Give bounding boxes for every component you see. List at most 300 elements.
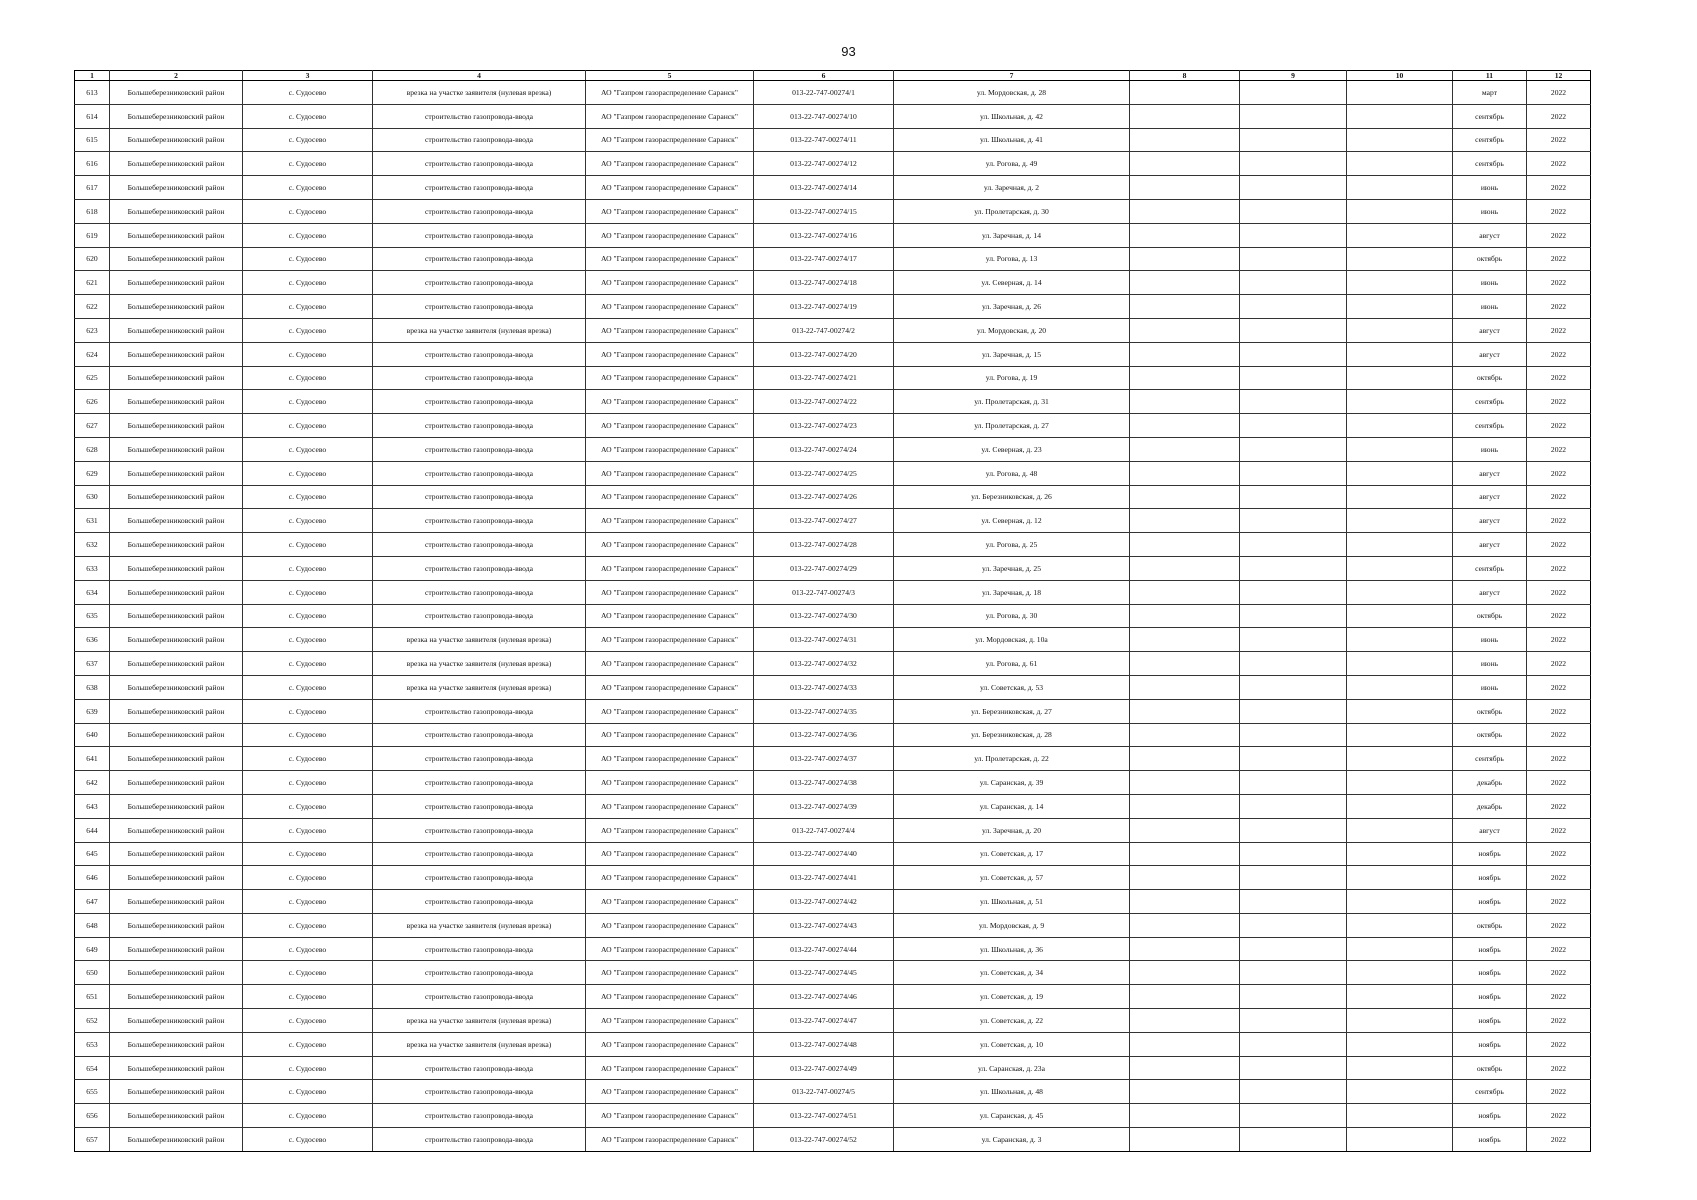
register-table	[74, 70, 1591, 1152]
cell-col-8	[1130, 295, 1240, 319]
cell-year: 2022	[1527, 1128, 1591, 1152]
cell-col-9	[1240, 152, 1347, 176]
cell-contract-number: 013-22-747-00274/30	[754, 604, 894, 628]
cell-col-9	[1240, 628, 1347, 652]
cell-district: Большеберезниковский район	[110, 318, 243, 342]
cell-col-8	[1130, 318, 1240, 342]
cell-col-10	[1347, 628, 1453, 652]
cell-organization: АО "Газпром газораспределение Саранск"	[586, 128, 754, 152]
table-row	[75, 747, 1591, 771]
cell-col-9	[1240, 842, 1347, 866]
cell-contract-number: 013-22-747-00274/49	[754, 1056, 894, 1080]
cell-work-type: врезка на участке заявителя (нулевая врезка)	[373, 652, 586, 676]
table-row	[75, 509, 1591, 533]
cell-work-type: строительство газопровода-ввода	[373, 199, 586, 223]
cell-month: ноябрь	[1453, 1032, 1527, 1056]
cell-organization: АО "Газпром газораспределение Саранск"	[586, 1080, 754, 1104]
cell-settlement: с. Судосево	[243, 818, 373, 842]
cell-organization: АО "Газпром газораспределение Саранск"	[586, 913, 754, 937]
cell-settlement: с. Судосево	[243, 199, 373, 223]
cell-address: ул. Школьная, д. 36	[894, 937, 1130, 961]
cell-year: 2022	[1527, 176, 1591, 200]
cell-month: август	[1453, 818, 1527, 842]
cell-col-10	[1347, 866, 1453, 890]
cell-col-9	[1240, 390, 1347, 414]
cell-contract-number: 013-22-747-00274/5	[754, 1080, 894, 1104]
cell-year: 2022	[1527, 866, 1591, 890]
cell-number: 651	[75, 985, 110, 1009]
cell-organization: АО "Газпром газораспределение Саранск"	[586, 437, 754, 461]
cell-district: Большеберезниковский район	[110, 461, 243, 485]
cell-col-8	[1130, 199, 1240, 223]
cell-contract-number: 013-22-747-00274/36	[754, 723, 894, 747]
cell-organization: АО "Газпром газораспределение Саранск"	[586, 818, 754, 842]
cell-organization: АО "Газпром газораспределение Саранск"	[586, 461, 754, 485]
cell-contract-number: 013-22-747-00274/33	[754, 675, 894, 699]
cell-year: 2022	[1527, 509, 1591, 533]
table-row	[75, 961, 1591, 985]
cell-district: Большеберезниковский район	[110, 152, 243, 176]
cell-district: Большеберезниковский район	[110, 890, 243, 914]
column-header-8: 8	[1130, 71, 1240, 81]
cell-work-type: врезка на участке заявителя (нулевая врезка)	[373, 1009, 586, 1033]
cell-district: Большеберезниковский район	[110, 199, 243, 223]
cell-district: Большеберезниковский район	[110, 771, 243, 795]
cell-organization: АО "Газпром газораспределение Саранск"	[586, 81, 754, 105]
cell-col-8	[1130, 223, 1240, 247]
cell-address: ул. Мордовская, д. 9	[894, 913, 1130, 937]
cell-col-8	[1130, 104, 1240, 128]
table-row	[75, 1009, 1591, 1033]
cell-col-8	[1130, 913, 1240, 937]
cell-number: 642	[75, 771, 110, 795]
cell-year: 2022	[1527, 1009, 1591, 1033]
cell-col-9	[1240, 81, 1347, 105]
cell-settlement: с. Судосево	[243, 176, 373, 200]
cell-col-8	[1130, 509, 1240, 533]
table-row	[75, 176, 1591, 200]
table-row	[75, 723, 1591, 747]
table-row	[75, 580, 1591, 604]
cell-contract-number: 013-22-747-00274/38	[754, 771, 894, 795]
cell-number: 657	[75, 1128, 110, 1152]
cell-col-10	[1347, 81, 1453, 105]
cell-work-type: строительство газопровода-ввода	[373, 604, 586, 628]
cell-district: Большеберезниковский район	[110, 509, 243, 533]
cell-organization: АО "Газпром газораспределение Саранск"	[586, 556, 754, 580]
cell-number: 655	[75, 1080, 110, 1104]
cell-organization: АО "Газпром газораспределение Саранск"	[586, 509, 754, 533]
cell-number: 638	[75, 675, 110, 699]
cell-district: Большеберезниковский район	[110, 818, 243, 842]
cell-number: 632	[75, 533, 110, 557]
cell-col-9	[1240, 890, 1347, 914]
cell-col-10	[1347, 937, 1453, 961]
cell-settlement: с. Судосево	[243, 271, 373, 295]
cell-col-10	[1347, 414, 1453, 438]
cell-col-8	[1130, 533, 1240, 557]
cell-contract-number: 013-22-747-00274/16	[754, 223, 894, 247]
cell-year: 2022	[1527, 818, 1591, 842]
cell-organization: АО "Газпром газораспределение Саранск"	[586, 366, 754, 390]
cell-district: Большеберезниковский район	[110, 342, 243, 366]
cell-col-9	[1240, 437, 1347, 461]
cell-number: 656	[75, 1104, 110, 1128]
cell-organization: АО "Газпром газораспределение Саранск"	[586, 580, 754, 604]
cell-month: октябрь	[1453, 1056, 1527, 1080]
cell-month: август	[1453, 461, 1527, 485]
cell-address: ул. Мордовская, д. 20	[894, 318, 1130, 342]
cell-address: ул. Березниковская, д. 26	[894, 485, 1130, 509]
cell-work-type: строительство газопровода-ввода	[373, 176, 586, 200]
cell-work-type: строительство газопровода-ввода	[373, 1128, 586, 1152]
cell-number: 620	[75, 247, 110, 271]
cell-district: Большеберезниковский район	[110, 223, 243, 247]
cell-number: 628	[75, 437, 110, 461]
cell-col-10	[1347, 556, 1453, 580]
cell-contract-number: 013-22-747-00274/19	[754, 295, 894, 319]
column-header-12: 12	[1527, 71, 1591, 81]
table-row	[75, 556, 1591, 580]
cell-contract-number: 013-22-747-00274/18	[754, 271, 894, 295]
cell-address: ул. Заречная, д. 18	[894, 580, 1130, 604]
cell-number: 646	[75, 866, 110, 890]
cell-work-type: строительство газопровода-ввода	[373, 414, 586, 438]
cell-month: ноябрь	[1453, 1009, 1527, 1033]
cell-year: 2022	[1527, 414, 1591, 438]
cell-address: ул. Заречная, д. 20	[894, 818, 1130, 842]
cell-col-9	[1240, 223, 1347, 247]
cell-col-10	[1347, 1080, 1453, 1104]
cell-settlement: с. Судосево	[243, 556, 373, 580]
cell-month: декабрь	[1453, 771, 1527, 795]
cell-contract-number: 013-22-747-00274/47	[754, 1009, 894, 1033]
cell-col-10	[1347, 509, 1453, 533]
cell-month: июнь	[1453, 176, 1527, 200]
cell-work-type: строительство газопровода-ввода	[373, 342, 586, 366]
cell-district: Большеберезниковский район	[110, 628, 243, 652]
cell-col-9	[1240, 176, 1347, 200]
cell-organization: АО "Газпром газораспределение Саранск"	[586, 842, 754, 866]
cell-month: август	[1453, 223, 1527, 247]
cell-year: 2022	[1527, 842, 1591, 866]
cell-organization: АО "Газпром газораспределение Саранск"	[586, 675, 754, 699]
cell-month: ноябрь	[1453, 985, 1527, 1009]
cell-settlement: с. Судосево	[243, 699, 373, 723]
cell-address: ул. Советская, д. 53	[894, 675, 1130, 699]
cell-contract-number: 013-22-747-00274/14	[754, 176, 894, 200]
table-row	[75, 890, 1591, 914]
cell-address: ул. Березниковская, д. 27	[894, 699, 1130, 723]
cell-number: 637	[75, 652, 110, 676]
cell-settlement: с. Судосево	[243, 247, 373, 271]
table-row	[75, 1080, 1591, 1104]
cell-address: ул. Березниковская, д. 28	[894, 723, 1130, 747]
cell-settlement: с. Судосево	[243, 961, 373, 985]
cell-col-10	[1347, 723, 1453, 747]
cell-number: 619	[75, 223, 110, 247]
cell-col-8	[1130, 771, 1240, 795]
cell-settlement: с. Судосево	[243, 509, 373, 533]
cell-district: Большеберезниковский район	[110, 247, 243, 271]
cell-number: 643	[75, 794, 110, 818]
cell-col-10	[1347, 842, 1453, 866]
cell-contract-number: 013-22-747-00274/28	[754, 533, 894, 557]
cell-month: сентябрь	[1453, 1080, 1527, 1104]
cell-col-8	[1130, 890, 1240, 914]
cell-col-9	[1240, 985, 1347, 1009]
table-row	[75, 152, 1591, 176]
cell-number: 652	[75, 1009, 110, 1033]
cell-contract-number: 013-22-747-00274/1	[754, 81, 894, 105]
cell-number: 645	[75, 842, 110, 866]
cell-district: Большеберезниковский район	[110, 604, 243, 628]
cell-work-type: строительство газопровода-ввода	[373, 818, 586, 842]
cell-organization: АО "Газпром газораспределение Саранск"	[586, 485, 754, 509]
cell-work-type: врезка на участке заявителя (нулевая врезка)	[373, 318, 586, 342]
table-row	[75, 652, 1591, 676]
cell-month: ноябрь	[1453, 866, 1527, 890]
cell-year: 2022	[1527, 437, 1591, 461]
column-header-10: 10	[1347, 71, 1453, 81]
cell-settlement: с. Судосево	[243, 81, 373, 105]
cell-col-10	[1347, 818, 1453, 842]
cell-contract-number: 013-22-747-00274/51	[754, 1104, 894, 1128]
cell-year: 2022	[1527, 556, 1591, 580]
table-row	[75, 1032, 1591, 1056]
cell-number: 640	[75, 723, 110, 747]
cell-year: 2022	[1527, 295, 1591, 319]
cell-col-9	[1240, 652, 1347, 676]
table-row	[75, 1128, 1591, 1152]
cell-col-10	[1347, 271, 1453, 295]
cell-organization: АО "Газпром газораспределение Саранск"	[586, 176, 754, 200]
cell-year: 2022	[1527, 652, 1591, 676]
cell-col-9	[1240, 199, 1347, 223]
cell-organization: АО "Газпром газораспределение Саранск"	[586, 866, 754, 890]
cell-month: ноябрь	[1453, 937, 1527, 961]
cell-work-type: строительство газопровода-ввода	[373, 985, 586, 1009]
cell-settlement: с. Судосево	[243, 1009, 373, 1033]
cell-address: ул. Заречная, д. 2	[894, 176, 1130, 200]
cell-month: ноябрь	[1453, 1128, 1527, 1152]
cell-work-type: строительство газопровода-ввода	[373, 509, 586, 533]
cell-settlement: с. Судосево	[243, 390, 373, 414]
cell-col-8	[1130, 342, 1240, 366]
cell-organization: АО "Газпром газораспределение Саранск"	[586, 247, 754, 271]
table-row	[75, 318, 1591, 342]
cell-district: Большеберезниковский район	[110, 485, 243, 509]
cell-settlement: с. Судосево	[243, 794, 373, 818]
cell-month: июнь	[1453, 628, 1527, 652]
cell-contract-number: 013-22-747-00274/22	[754, 390, 894, 414]
cell-col-10	[1347, 104, 1453, 128]
cell-year: 2022	[1527, 199, 1591, 223]
cell-organization: АО "Газпром газораспределение Саранск"	[586, 890, 754, 914]
cell-month: сентябрь	[1453, 152, 1527, 176]
cell-work-type: строительство газопровода-ввода	[373, 556, 586, 580]
cell-col-8	[1130, 580, 1240, 604]
cell-col-8	[1130, 390, 1240, 414]
cell-work-type: строительство газопровода-ввода	[373, 866, 586, 890]
cell-col-9	[1240, 509, 1347, 533]
cell-district: Большеберезниковский район	[110, 1128, 243, 1152]
table-row	[75, 699, 1591, 723]
cell-number: 613	[75, 81, 110, 105]
cell-contract-number: 013-22-747-00274/20	[754, 342, 894, 366]
cell-year: 2022	[1527, 937, 1591, 961]
cell-organization: АО "Газпром газораспределение Саранск"	[586, 342, 754, 366]
cell-number: 615	[75, 128, 110, 152]
column-header-2: 2	[110, 71, 243, 81]
cell-number: 623	[75, 318, 110, 342]
cell-col-9	[1240, 1056, 1347, 1080]
cell-month: август	[1453, 485, 1527, 509]
cell-work-type: строительство газопровода-ввода	[373, 104, 586, 128]
cell-work-type: строительство газопровода-ввода	[373, 485, 586, 509]
cell-col-10	[1347, 366, 1453, 390]
cell-contract-number: 013-22-747-00274/40	[754, 842, 894, 866]
cell-col-9	[1240, 556, 1347, 580]
cell-district: Большеберезниковский район	[110, 580, 243, 604]
table-row	[75, 295, 1591, 319]
cell-year: 2022	[1527, 794, 1591, 818]
cell-col-8	[1130, 652, 1240, 676]
cell-col-10	[1347, 961, 1453, 985]
table-row	[75, 342, 1591, 366]
cell-address: ул. Советская, д. 57	[894, 866, 1130, 890]
cell-settlement: с. Судосево	[243, 675, 373, 699]
cell-col-10	[1347, 604, 1453, 628]
column-header-7: 7	[894, 71, 1130, 81]
cell-year: 2022	[1527, 699, 1591, 723]
cell-month: ноябрь	[1453, 1104, 1527, 1128]
cell-col-8	[1130, 604, 1240, 628]
cell-district: Большеберезниковский район	[110, 961, 243, 985]
table-row	[75, 271, 1591, 295]
cell-col-10	[1347, 223, 1453, 247]
cell-settlement: с. Судосево	[243, 295, 373, 319]
cell-address: ул. Советская, д. 17	[894, 842, 1130, 866]
cell-contract-number: 013-22-747-00274/41	[754, 866, 894, 890]
cell-contract-number: 013-22-747-00274/10	[754, 104, 894, 128]
table-row	[75, 818, 1591, 842]
cell-address: ул. Школьная, д. 51	[894, 890, 1130, 914]
cell-number: 625	[75, 366, 110, 390]
cell-year: 2022	[1527, 771, 1591, 795]
cell-address: ул. Рогова, д. 30	[894, 604, 1130, 628]
cell-work-type: строительство газопровода-ввода	[373, 461, 586, 485]
cell-contract-number: 013-22-747-00274/4	[754, 818, 894, 842]
cell-settlement: с. Судосево	[243, 1128, 373, 1152]
cell-number: 635	[75, 604, 110, 628]
cell-col-10	[1347, 1032, 1453, 1056]
cell-col-9	[1240, 533, 1347, 557]
cell-work-type: строительство газопровода-ввода	[373, 794, 586, 818]
cell-address: ул. Школьная, д. 48	[894, 1080, 1130, 1104]
cell-col-10	[1347, 652, 1453, 676]
cell-month: сентябрь	[1453, 390, 1527, 414]
cell-contract-number: 013-22-747-00274/3	[754, 580, 894, 604]
cell-work-type: строительство газопровода-ввода	[373, 937, 586, 961]
cell-year: 2022	[1527, 390, 1591, 414]
cell-address: ул. Пролетарская, д. 22	[894, 747, 1130, 771]
cell-month: октябрь	[1453, 723, 1527, 747]
cell-number: 629	[75, 461, 110, 485]
cell-settlement: с. Судосево	[243, 1104, 373, 1128]
page-number: 93	[841, 44, 856, 59]
cell-year: 2022	[1527, 152, 1591, 176]
cell-month: октябрь	[1453, 247, 1527, 271]
cell-month: сентябрь	[1453, 747, 1527, 771]
cell-col-10	[1347, 295, 1453, 319]
cell-month: сентябрь	[1453, 414, 1527, 438]
cell-settlement: с. Судосево	[243, 342, 373, 366]
cell-work-type: строительство газопровода-ввода	[373, 771, 586, 795]
cell-col-8	[1130, 1009, 1240, 1033]
cell-number: 650	[75, 961, 110, 985]
cell-month: ноябрь	[1453, 890, 1527, 914]
cell-work-type: строительство газопровода-ввода	[373, 533, 586, 557]
cell-district: Большеберезниковский район	[110, 866, 243, 890]
cell-month: ноябрь	[1453, 842, 1527, 866]
cell-col-9	[1240, 1032, 1347, 1056]
cell-settlement: с. Судосево	[243, 414, 373, 438]
cell-address: ул. Северная, д. 12	[894, 509, 1130, 533]
cell-contract-number: 013-22-747-00274/48	[754, 1032, 894, 1056]
cell-settlement: с. Судосево	[243, 437, 373, 461]
cell-district: Большеберезниковский район	[110, 437, 243, 461]
cell-district: Большеберезниковский район	[110, 794, 243, 818]
cell-settlement: с. Судосево	[243, 604, 373, 628]
cell-contract-number: 013-22-747-00274/11	[754, 128, 894, 152]
cell-address: ул. Саранская, д. 39	[894, 771, 1130, 795]
cell-number: 622	[75, 295, 110, 319]
cell-work-type: строительство газопровода-ввода	[373, 366, 586, 390]
column-header-9: 9	[1240, 71, 1347, 81]
cell-col-9	[1240, 913, 1347, 937]
cell-col-8	[1130, 818, 1240, 842]
cell-col-10	[1347, 176, 1453, 200]
cell-contract-number: 013-22-747-00274/43	[754, 913, 894, 937]
cell-year: 2022	[1527, 318, 1591, 342]
cell-col-10	[1347, 1128, 1453, 1152]
cell-col-9	[1240, 1128, 1347, 1152]
cell-col-9	[1240, 342, 1347, 366]
cell-contract-number: 013-22-747-00274/27	[754, 509, 894, 533]
cell-work-type: строительство газопровода-ввода	[373, 128, 586, 152]
cell-contract-number: 013-22-747-00274/24	[754, 437, 894, 461]
cell-col-9	[1240, 604, 1347, 628]
cell-number: 617	[75, 176, 110, 200]
cell-col-9	[1240, 295, 1347, 319]
cell-district: Большеберезниковский район	[110, 1080, 243, 1104]
cell-work-type: строительство газопровода-ввода	[373, 747, 586, 771]
table-row	[75, 794, 1591, 818]
cell-work-type: строительство газопровода-ввода	[373, 842, 586, 866]
cell-settlement: с. Судосево	[243, 485, 373, 509]
cell-col-8	[1130, 1080, 1240, 1104]
cell-district: Большеберезниковский район	[110, 675, 243, 699]
cell-year: 2022	[1527, 104, 1591, 128]
cell-settlement: с. Судосево	[243, 461, 373, 485]
cell-address: ул. Советская, д. 10	[894, 1032, 1130, 1056]
cell-contract-number: 013-22-747-00274/44	[754, 937, 894, 961]
cell-district: Большеберезниковский район	[110, 104, 243, 128]
cell-number: 634	[75, 580, 110, 604]
cell-settlement: с. Судосево	[243, 128, 373, 152]
cell-contract-number: 013-22-747-00274/46	[754, 985, 894, 1009]
